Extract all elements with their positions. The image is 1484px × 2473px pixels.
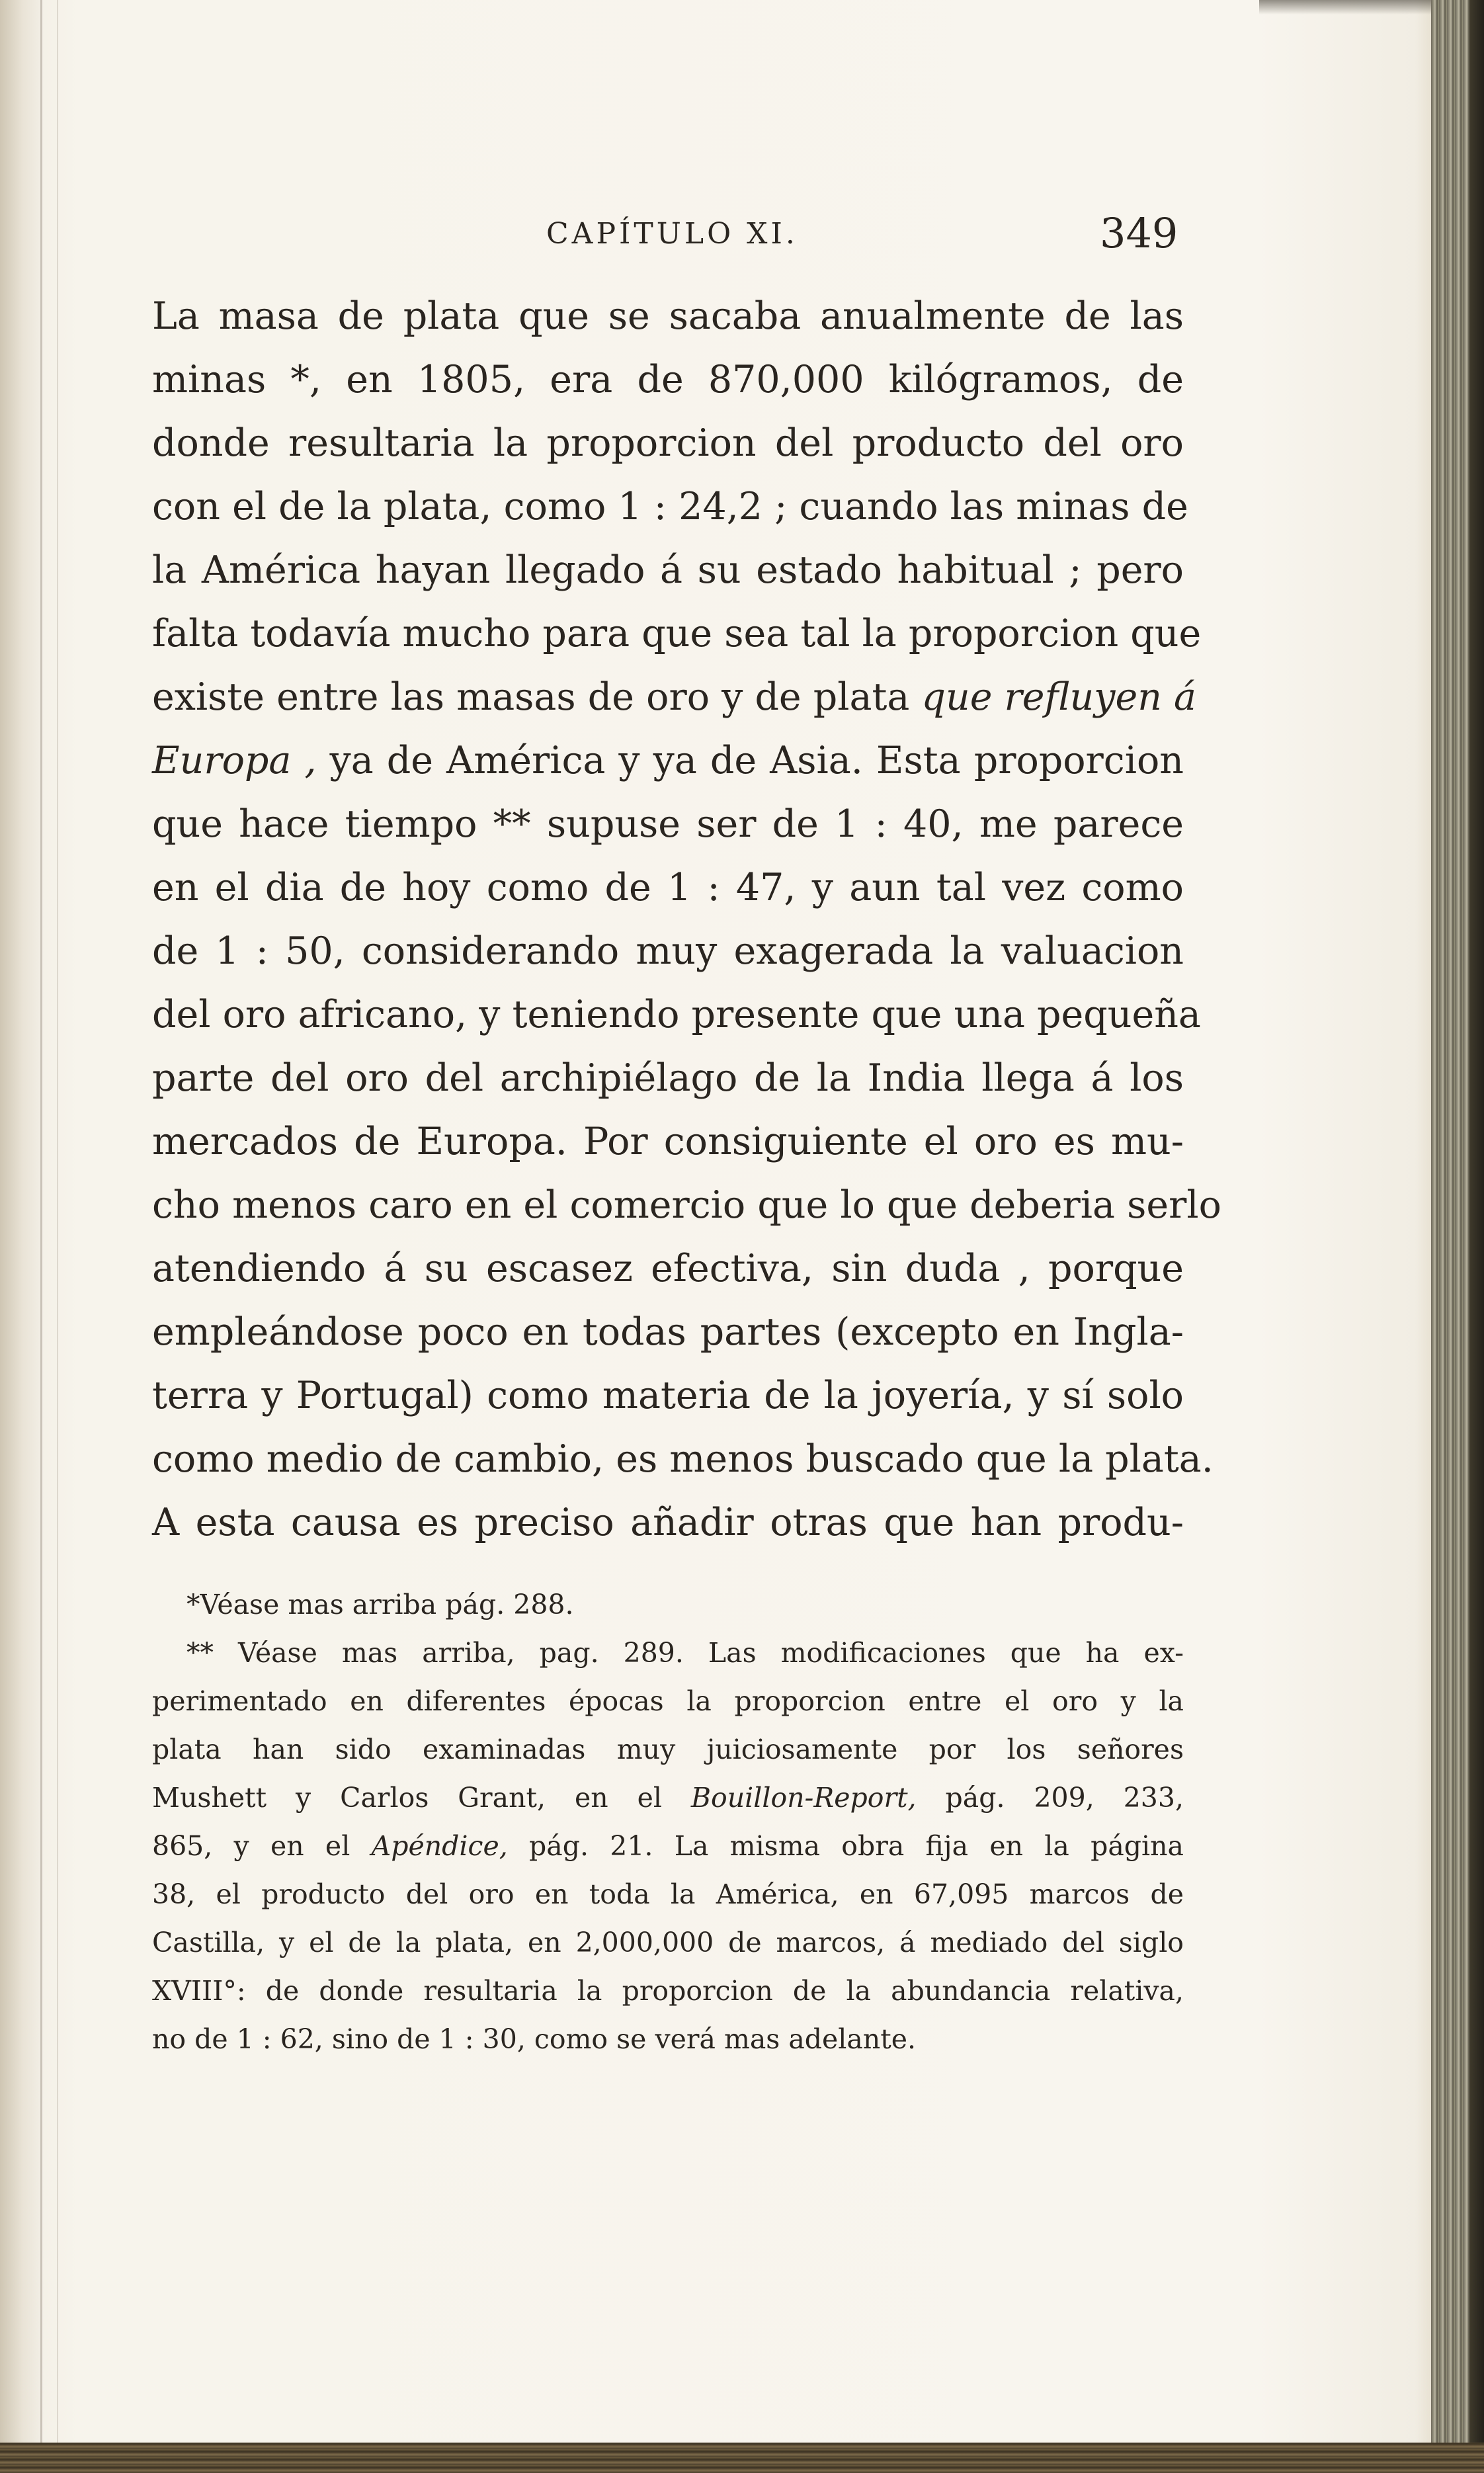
page-number: 349 (1100, 209, 1178, 257)
footnote-line: ** Véase mas arriba, pag. 289. Las modificaciones que ha ex- (186, 1637, 1184, 1669)
page-gutter-shadow (0, 0, 41, 2473)
footnote-line: Castilla, y el de la plata, en 2,000,000 de marcos, á mediado del siglo (152, 1927, 1184, 1958)
text-line: en el dia de hoy como de 1 : 47, y aun tal vez como (152, 866, 1184, 909)
footnote-line: perimentado en diferentes épocas la proporcion entre el oro y la (152, 1685, 1184, 1717)
gutter-crease (57, 0, 58, 2447)
footnote-line: 38, el producto del oro en toda la América, en 67,095 marcos de (152, 1878, 1184, 1910)
italic-phrase: Apéndice, (371, 1830, 508, 1862)
text-line: mercados de Europa. Por consiguiente el oro es mu- (152, 1120, 1184, 1163)
running-head: CAPÍTULO XI. (546, 217, 798, 251)
text-line: existe entre las masas de oro y de plata que refluyen á (152, 675, 1197, 719)
footnote-line: 865, y en el Apéndice, pág. 21. La misma obra fija en la página (152, 1830, 1184, 1862)
page-header (0, 209, 1484, 259)
text-line: terra y Portugal) como materia de la joyería, y sí solo (152, 1374, 1184, 1417)
text-line: que hace tiempo ** supuse ser de 1 : 40, me parece (152, 802, 1184, 846)
text-line: atendiendo á su escasez efectiva, sin duda , porque (152, 1247, 1184, 1290)
footnote-line: Mushett y Carlos Grant, en el Bouillon-Report, pág. 209, 233, (152, 1782, 1184, 1814)
footnote-line: plata han sido examinadas muy juiciosamente por los señores (152, 1734, 1184, 1765)
text-line: Europa , ya de América y ya de Asia. Esta proporcion (152, 739, 1184, 782)
italic-phrase: Europa , (152, 739, 317, 782)
italic-phrase: que refluyen á (921, 675, 1197, 719)
footnote-1: *Véase mas arriba pág. 288. (186, 1589, 574, 1620)
text-line: La masa de plata que se sacaba anualmente de las (152, 294, 1184, 338)
footnote-2 (152, 1629, 1184, 2064)
text-line: falta todavía mucho para que sea tal la proporcion que (152, 612, 1202, 655)
main-text-block (152, 284, 1221, 1554)
italic-phrase: Bouillon-Report, (690, 1782, 917, 1814)
text-line: como medio de cambio, es menos buscado que la plata. (152, 1437, 1214, 1481)
text-line: minas *, en 1805, era de 870,000 kilógramos, de (152, 358, 1184, 401)
text-line: A esta causa es preciso añadir otras que han produ- (152, 1501, 1184, 1544)
text-line: empleándose poco en todas partes (excepto en Ingla- (152, 1310, 1184, 1354)
text-line: cho menos caro en el comercio que lo que deberia serlo (152, 1183, 1221, 1227)
text-line: del oro africano, y teniendo presente que una pequeña (152, 993, 1201, 1036)
footnote-line: XVIII°: de donde resultaria la proporcion de la abundancia relativa, (152, 1975, 1184, 2007)
text-line: donde resultaria la proporcion del producto del oro (152, 421, 1184, 465)
text-line: parte del oro del archipiélago de la India llega á los (152, 1056, 1184, 1100)
page-top-edge-shadow (1259, 0, 1431, 15)
footnote-line: no de 1 : 62, sino de 1 : 30, como se verá mas adelante. (152, 2023, 917, 2055)
book-bottom-edge (0, 2443, 1484, 2473)
text-line: de 1 : 50, considerando muy exagerada la valuacion (152, 929, 1184, 973)
text-line: con el de la plata, como 1 : 24,2 ; cuando las minas de (152, 485, 1188, 528)
book-cover-edge (1469, 0, 1484, 2473)
text-line: la América hayan llegado á su estado habitual ; pero (152, 548, 1184, 592)
footnotes (152, 1581, 1184, 2064)
